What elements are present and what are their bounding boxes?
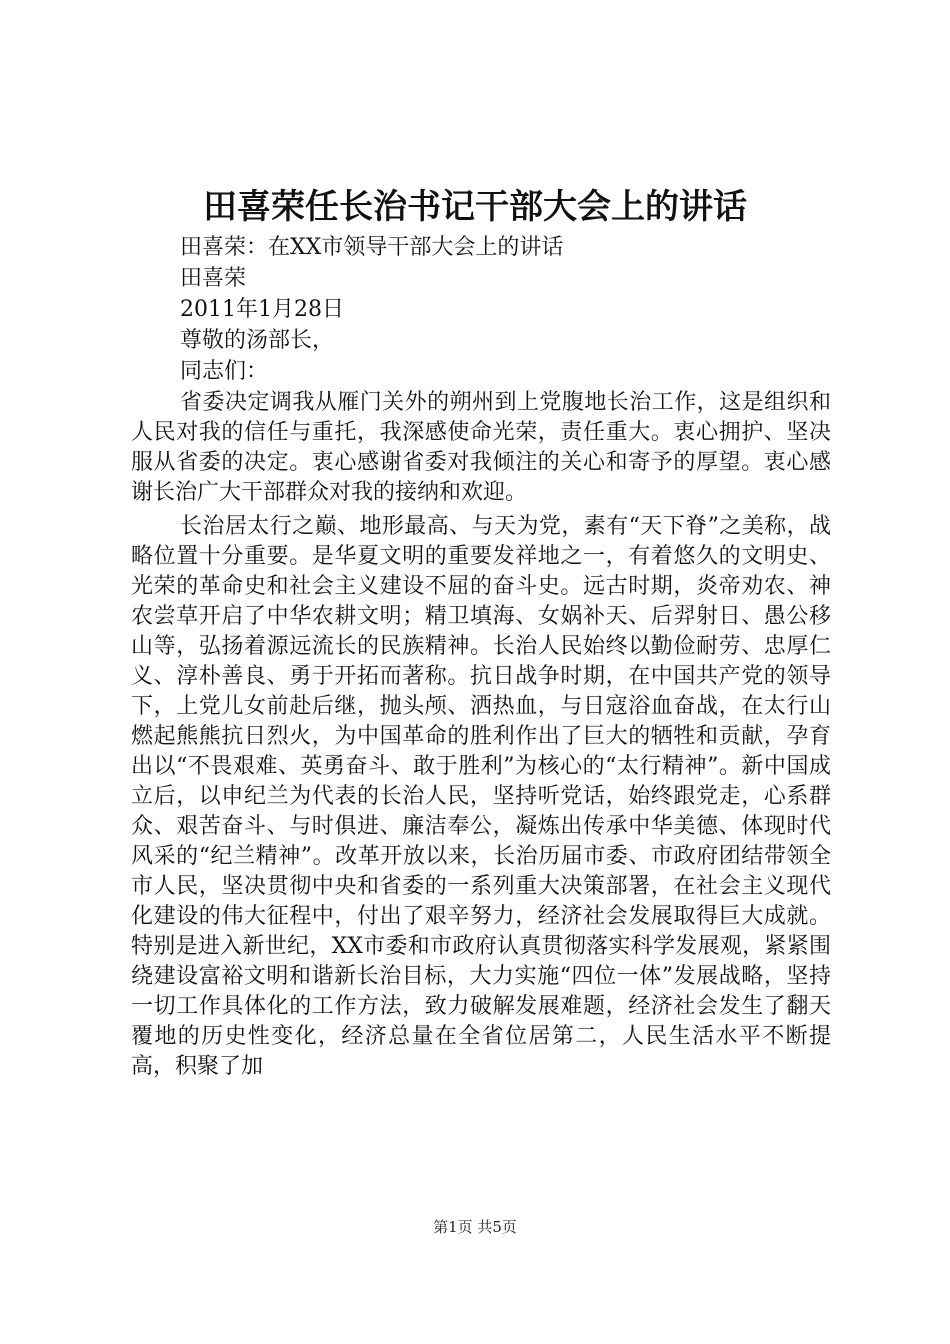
salutation-line: 同志们： [180,359,269,384]
speech-body [131,388,831,1086]
speech-header [180,232,860,387]
document-title: 田喜荣任长治书记干部大会上的讲话 [203,187,747,227]
body-paragraph: 长治居太行之巅、地形最高、与天为党，素有“天下脊”之美称，战略位置十分重要。是华夏文明的重要发祥地之一，有着悠久的文明史、光荣的革命史和社会主义建设不屈的奋斗史。远古时期，炎帝劝农、神农尝草开启了中华农耕文明；精卫填海、女娲补天、后羿射日、愚公移山等，弘扬着源远流长的民族精神。长治人民始终以勤俭耐劳、忠厚仁义、淳朴善良、勇于开拓而著称。抗日战争时期，在中国共产党的领导下，上党儿女前赴后继，抛头颅、洒热血，与日寇浴血奋战，在太行山燃起熊熊抗日烈火，为中国革命的胜利作出了巨大的牺牲和贡献，孕育出以“不畏艰难、英勇奋斗、敢于胜利”为核心的“太行精神”。新中国成立后，以申纪兰为代表的长治人民，坚持听党话，始终跟党走，心系群众、艰苦奋斗、与时俱进、廉洁奉公，凝炼出传承中华美德、体现时代风采的“纪兰精神”。改革开放以来，长治历届市委、市政府团结带领全市人民，坚决贯彻中央和省委的一系列重大决策部署，在社会主义现代化建设的伟大征程中，付出了艰辛努力，经济社会发展取得巨大成就。特别是进入新世纪，XX市委和市政府认真贯彻落实科学发展观，紧紧围绕建设富裕文明和谐新长治目标，大力实施“四位一体”发展战略，坚持一切工作具体化的工作方法，致力破解发展难题，经济社会发生了翻天覆地的历史性变化，经济总量在全省位居第二，人民生活水平不断提高，积聚了加 [131,514,831,1079]
body-paragraph: 省委决定调我从雁门关外的朔州到上党腹地长治工作，这是组织和人民对我的信任与重托，我深感使命光荣，责任重大。衷心拥护、坚决服从省委的决定。衷心感谢省委对我倾注的关心和寄予的厚望。衷心感谢长治广大干部群众对我的接纳和欢迎。 [131,390,831,505]
speech-date: 2011年1月28日 [180,297,344,322]
speaker-name: 田喜荣 [180,266,247,291]
salutation-line: 尊敬的汤部长， [180,328,335,353]
speech-subtitle: 田喜荣：在XX市领导干部大会上的讲话 [180,235,564,260]
page-number: 第1页 共5页 [433,1218,517,1236]
